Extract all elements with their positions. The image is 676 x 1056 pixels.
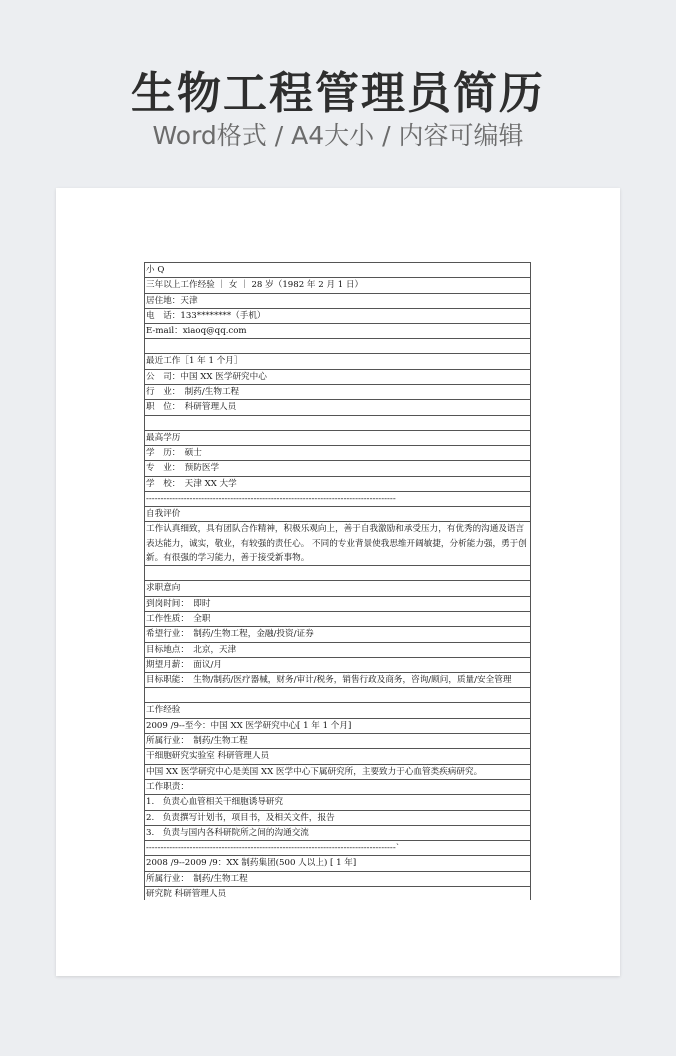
table-row — [145, 779, 531, 794]
table-cell: 干细胞研究实验室 科研管理人员 — [145, 749, 531, 764]
table-row — [145, 400, 531, 415]
table-cell: 3. 负责与国内各科研院所之间的沟通交流 — [145, 825, 531, 840]
table-row — [145, 810, 531, 825]
page-subtitle: Word格式 / A4大小 / 内容可编辑 — [152, 121, 524, 150]
table-cell: 三年以上工作经验 ｜ 女 ｜ 28 岁（1982 年 2 月 1 日） — [145, 278, 531, 293]
table-row — [145, 476, 531, 491]
table-cell: 期望月薪： 面议/月 — [145, 657, 531, 672]
table-row — [145, 596, 531, 611]
table-cell: 学 历： 硕士 — [145, 445, 531, 460]
table-row — [145, 522, 531, 566]
table-cell: 居住地：天津 — [145, 293, 531, 308]
table-cell: 行 业： 制药/生物工程 — [145, 385, 531, 400]
table-cell: 到岗时间： 即时 — [145, 596, 531, 611]
table-cell: 最高学历 — [145, 430, 531, 445]
table-cell — [145, 339, 531, 354]
table-row — [145, 278, 531, 293]
table-row — [145, 263, 531, 278]
table-row — [145, 445, 531, 460]
table-cell: 工作经验 — [145, 703, 531, 718]
table-cell: 电 话：133********（手机） — [145, 308, 531, 323]
page-title: 生物工程管理员简历 — [131, 68, 545, 119]
table-cell: 2. 负责撰写计划书，项目书，及相关文件，报告 — [145, 810, 531, 825]
table-cell — [145, 688, 531, 703]
table-cell: 目标职能： 生物/制药/医疗器械，财务/审计/税务，销售行政及商务，咨询/顾问，质量/安全管理 — [145, 673, 531, 688]
table-row — [145, 764, 531, 779]
table-cell: 工作性质： 全职 — [145, 611, 531, 626]
table-row — [145, 657, 531, 672]
table-cell: 公 司：中国 XX 医学研究中心 — [145, 369, 531, 384]
table-cell: E-mail：xiaoq@qq.com — [145, 324, 531, 339]
table-row — [145, 430, 531, 445]
table-cell: -------------------------------------------------------------------------------------- — [145, 491, 531, 506]
table-row — [145, 415, 531, 430]
document-page — [56, 188, 620, 976]
table-cell: 求职意向 — [145, 581, 531, 596]
table-cell: 小 Q — [145, 263, 531, 278]
table-cell: 所属行业： 制药/生物工程 — [145, 734, 531, 749]
table-cell: 最近工作［1 年 1 个月］ — [145, 354, 531, 369]
table-row — [145, 734, 531, 749]
table-cell: 专 业： 预防医学 — [145, 461, 531, 476]
table-row — [145, 369, 531, 384]
table-row — [145, 461, 531, 476]
table-cell: 工作认真细致，具有团队合作精神，积极乐观向上，善于自我激励和承受压力，有优秀的沟通及语言表达能力，诚实，敬业，有较强的责任心。 不同的专业背景使我思维开阔敏捷，分析能力强，勇于创新。有很强的学习能力，善于接受新事物。 — [145, 522, 531, 566]
table-row — [145, 718, 531, 733]
table-row — [145, 354, 531, 369]
page-bottom-margin — [56, 900, 620, 976]
table-cell: 研究院 科研管理人员 — [145, 886, 531, 901]
table-cell: 职 位： 科研管理人员 — [145, 400, 531, 415]
table-cell: 2009 /9--至今：中国 XX 医学研究中心[ 1 年 1 个月] — [145, 718, 531, 733]
table-row — [145, 642, 531, 657]
table-cell: 1. 负责心血管相关干细胞诱导研究 — [145, 795, 531, 810]
table-row — [145, 856, 531, 871]
table-cell: 自我评价 — [145, 507, 531, 522]
table-row — [145, 507, 531, 522]
table-row — [145, 749, 531, 764]
table-row — [145, 308, 531, 323]
table-cell: 工作职责： — [145, 779, 531, 794]
table-row — [145, 611, 531, 626]
table-row — [145, 581, 531, 596]
table-cell: 中国 XX 医学研究中心是美国 XX 医学中心下属研究所，主要致力于心血管类疾病研究。 — [145, 764, 531, 779]
table-row — [145, 825, 531, 840]
table-row — [145, 324, 531, 339]
table-row — [145, 491, 531, 506]
table-cell: 希望行业： 制药/生物工程，金融/投资/证券 — [145, 627, 531, 642]
table-row — [145, 566, 531, 581]
table-row — [145, 871, 531, 886]
table-cell: 目标地点： 北京，天津 — [145, 642, 531, 657]
table-row — [145, 673, 531, 688]
table-row — [145, 293, 531, 308]
table-row — [145, 795, 531, 810]
table-cell: 2008 /9--2009 /9：XX 制药集团(500 人以上) [ 1 年] — [145, 856, 531, 871]
table-row — [145, 703, 531, 718]
table-cell: --------------------------------------------------------------------------------------` — [145, 841, 531, 856]
table-row — [145, 841, 531, 856]
table-cell: 所属行业： 制药/生物工程 — [145, 871, 531, 886]
table-row — [145, 385, 531, 400]
table-cell — [145, 415, 531, 430]
resume-table — [144, 262, 531, 902]
table-row — [145, 688, 531, 703]
table-row — [145, 339, 531, 354]
table-row — [145, 627, 531, 642]
table-cell: 学 校： 天津 XX 大学 — [145, 476, 531, 491]
table-cell — [145, 566, 531, 581]
